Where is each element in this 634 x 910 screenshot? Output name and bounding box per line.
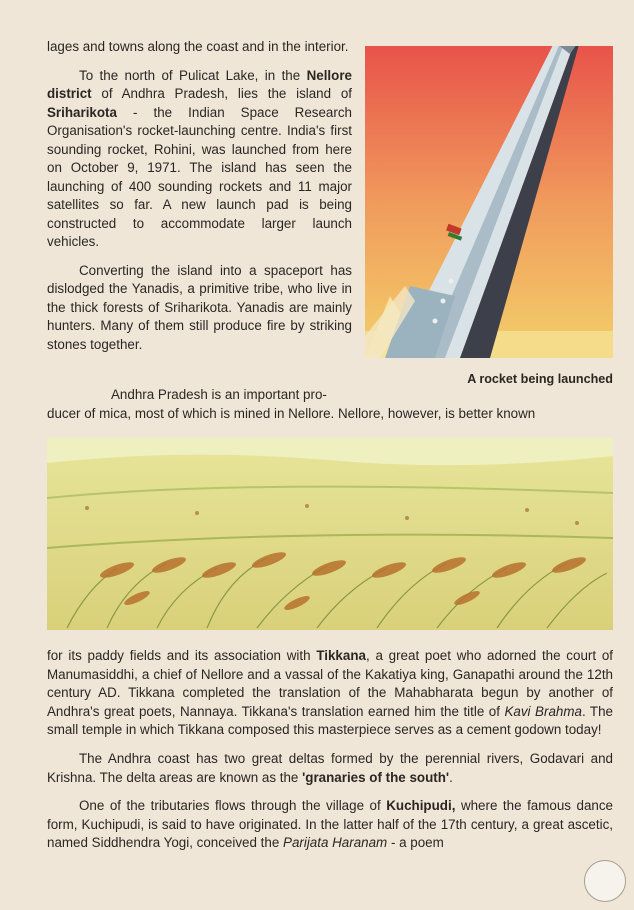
text-span: To the north of Pulicat Lake, in the xyxy=(79,67,307,83)
text-span: of Andhra Pradesh, lies the island of xyxy=(91,86,352,101)
lower-text xyxy=(47,647,613,863)
mica-line-2: ducer of mica, most of which is mined in Nellore. Nellore, however, is better known xyxy=(47,405,536,421)
mica-line-1: Andhra Pradesh is an important pro- xyxy=(111,387,327,402)
paddy-field-illustration xyxy=(47,438,613,630)
bold-sriharikota: Sriharikota xyxy=(47,104,117,120)
mica-paragraph xyxy=(47,386,613,423)
text-span: . The small temple in which Tikkana composed this masterpiece serves as a cement godown today! xyxy=(47,703,614,738)
paragraph-kuchipudi xyxy=(47,797,613,853)
text-span: where the famous dance form, Kuchipudi, is said to have originated. In the latter half of the 17th century, a great ascetic, named Siddhendra Yogi, conceived the xyxy=(47,798,613,851)
mica-line-wrap xyxy=(47,386,613,405)
bold-nellore-district: Nellore district xyxy=(47,67,352,101)
paragraph-coast: lages and towns along the coast and in the interior. xyxy=(47,39,349,54)
paragraph-deltas xyxy=(47,750,613,787)
paragraph-yanadis: Converting the island into a spaceport has dislodged the Yanadis, a primitive tribe, who live in the thick forests of Sriharikota. Yanadis are mainly hunters. Many of them still produce fire by striking stones together. xyxy=(47,262,352,352)
library-stamp-icon xyxy=(584,860,626,902)
text-span: - the Indian Space Research Organisation's rocket-launching centre. India's first sounding rocket, Rohini, was launched from here on October 9, 1971. The island has seen the launching of 400 sounding rockets and 11 major satellites so far. A new launch pad is being constructed to accommodate larger launch vehicles. xyxy=(47,104,352,249)
text-span: - a poem xyxy=(387,835,444,851)
rocket-illustration xyxy=(365,46,613,358)
bold-tikkana: Tikkana xyxy=(316,648,366,663)
text-span: , a great poet who adorned the court of Manumasiddhi, a chief of Nellore and a vassal of the Kakatiya king, Ganapathi around the 12th century AD. Tikkana completed the translation of the Mahabharata begun by another of Andhra's great poets, Nannaya. Tikkana's translation earned him the title of xyxy=(47,648,613,719)
bold-granaries: 'granaries of the south' xyxy=(302,769,450,785)
italic-kavi-brahma: Kavi Brahma xyxy=(504,703,582,719)
rocket-caption: A rocket being launched xyxy=(467,372,613,386)
text-span: . xyxy=(449,769,453,785)
bold-kuchipudi: Kuchipudi, xyxy=(386,798,456,814)
text-span: for its paddy fields and its association with xyxy=(47,648,317,663)
text-span: One of the tributaries flows through the village of xyxy=(79,798,387,814)
italic-parijata-haranam: Parijata Haranam xyxy=(283,835,388,851)
paragraph-sriharikota xyxy=(47,67,352,252)
paragraph-tikkana xyxy=(47,647,613,740)
left-text-column xyxy=(47,38,352,364)
text-span: The Andhra coast has two great deltas formed by the perennial rivers, Godavari and Krishna. The delta areas are known as the xyxy=(47,750,613,785)
